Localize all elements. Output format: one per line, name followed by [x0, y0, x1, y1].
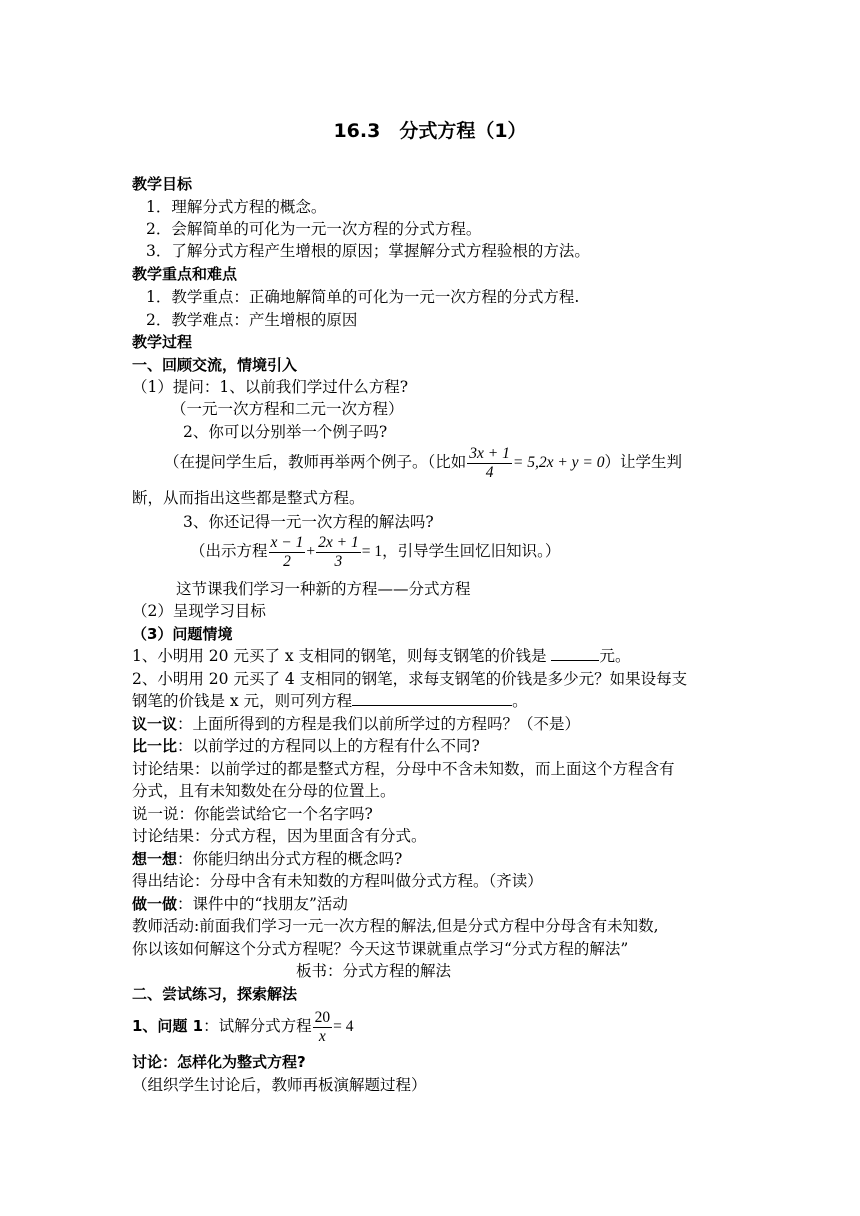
problem-1-label: 1、问题 1 — [132, 1017, 204, 1035]
show-equals: = 1 — [361, 543, 383, 560]
process-heading: 教学过程 — [132, 333, 193, 351]
do-text: ：课件中的“找朋友”活动 — [177, 895, 348, 913]
do-label: 做一做 — [132, 895, 178, 913]
step-2: （2）呈现学习目标 — [132, 602, 266, 620]
example-prefix: （在提问学生后，教师再举两个例子。（比如 — [164, 453, 467, 471]
example-line — [164, 444, 682, 482]
discuss-1 — [132, 714, 580, 734]
example-continuation: 断，从而指出这些都是整式方程。 — [132, 489, 365, 507]
show-plus: + — [306, 543, 316, 560]
discuss-1-label: 议一议 — [132, 715, 178, 733]
question-3: 3、你还记得一元一次方程的解法吗? — [183, 513, 434, 531]
part2-discuss: 讨论：怎样化为整式方程? — [132, 1053, 306, 1071]
example-fraction — [467, 445, 512, 482]
compare — [132, 736, 480, 756]
board-text: 板书：分式方程的解法 — [296, 962, 452, 980]
answer-1: （一元一次方程和二元一次方程） — [171, 400, 404, 418]
problem-2-period: 。 — [512, 692, 528, 710]
discuss-1-text: ：上面所得到的方程是我们以前所学过的方程吗？（不是） — [177, 715, 581, 733]
part1-heading: 一、回顾交流，情境引入 — [132, 356, 298, 374]
problem-2-line-2 — [132, 691, 528, 711]
part2-heading: 二、尝试练习，探索解法 — [132, 985, 298, 1003]
problem-1-equals: = 4 — [333, 1018, 354, 1035]
example-equation-rest: = 5,2x + y = 0 — [512, 454, 605, 471]
example-suffix: ）让学生判 — [604, 453, 683, 471]
show-prefix: （出示方程 — [190, 542, 268, 560]
result-1-line-2: 分式，且有未知数处在分母的位置上。 — [132, 782, 396, 800]
step-3: （3）问题情境 — [132, 625, 233, 643]
teacher-activity-line-1: 教师活动:前面我们学习一元一次方程的解法,但是分式方程中分母含有未知数, — [132, 917, 659, 935]
show-equation-line — [190, 533, 560, 571]
problem-2-text: 钢笔的价钱是 x 元，则可列方程 — [132, 692, 353, 710]
objectives-heading: 教学目标 — [132, 175, 193, 193]
result-1-line-1: 讨论结果：以前学过的都是整式方程，分母中不含未知数，而上面这个方程含有 — [132, 760, 675, 778]
show-fraction-2-numerator: 2x + 1 — [318, 533, 359, 551]
problem-1-text: 1、小明用 20 元买了 x 支相同的钢笔，则每支钢笔的价钱是 — [132, 647, 552, 665]
do-it — [132, 894, 348, 914]
objective-item-1: 1．理解分式方程的概念。 — [146, 198, 327, 216]
show-fraction-1-numerator: x − 1 — [270, 533, 304, 551]
answer-blank-2 — [352, 691, 512, 706]
key-points-heading: 教学重点和难点 — [132, 265, 238, 283]
problem-1-fraction-numerator: 20 — [314, 1008, 331, 1026]
think — [132, 849, 402, 869]
show-fraction-2 — [316, 534, 361, 571]
key-point-item-2: 2．教学难点：产生增根的原因 — [146, 311, 358, 329]
problem-1-line — [132, 1008, 354, 1046]
example-fraction-numerator: 3x + 1 — [469, 444, 510, 462]
objective-item-3: 3．了解分式方程产生增根的原因；掌握解分式方程验根的方法。 — [146, 242, 590, 260]
objective-item-2: 2．会解简单的可化为一元一次方程的分式方程。 — [146, 220, 482, 238]
show-fraction-2-denominator: 3 — [334, 552, 343, 570]
show-suffix: ，引导学生回忆旧知识。） — [382, 542, 561, 560]
result-2: 讨论结果：分式方程，因为里面含有分式。 — [132, 827, 427, 845]
key-point-item-1: 1．教学重点：正确地解简单的可化为一元一次方程的分式方程. — [146, 288, 580, 306]
think-label: 想一想 — [132, 850, 178, 868]
example-fraction-denominator: 4 — [485, 463, 494, 481]
intro-text: 这节课我们学习一种新的方程——分式方程 — [176, 580, 471, 598]
question-2: 2、你可以分别举一个例子吗? — [183, 423, 388, 441]
problem-1-fraction — [313, 1009, 333, 1046]
problem-1-unit: 元。 — [599, 647, 631, 665]
question-1: （1）提问：1、以前我们学过什么方程? — [132, 378, 409, 396]
say-text: 说一说：你能尝试给它一个名字吗? — [132, 805, 373, 823]
think-text: ：你能归纳出分式方程的概念吗? — [177, 850, 403, 868]
compare-label: 比一比 — [132, 737, 178, 755]
compare-text: ：以前学过的方程同以上的方程有什么不同? — [177, 737, 480, 755]
problem-1-fraction-denominator: x — [318, 1027, 326, 1045]
page-title: 16.3 分式方程（1） — [333, 120, 527, 142]
teacher-activity-line-2: 你以该如何解这个分式方程呢？今天这节课就重点学习“分式方程的解法” — [132, 940, 629, 958]
show-fraction-1 — [269, 534, 306, 571]
show-fraction-1-denominator: 2 — [283, 552, 291, 570]
conclusion: 得出结论：分母中含有未知数的方程叫做分式方程。（齐读） — [132, 872, 543, 890]
problem-1-prompt: ：试解分式方程 — [203, 1017, 312, 1035]
part2-note: （组织学生讨论后，教师再板演解题过程） — [132, 1076, 427, 1094]
answer-blank-1 — [551, 646, 599, 661]
problem-2-line-1: 2、小明用 20 元买了 4 支相同的钢笔，求每支钢笔的价钱是多少元？如果设每支 — [132, 670, 688, 688]
problem-1 — [132, 646, 630, 666]
